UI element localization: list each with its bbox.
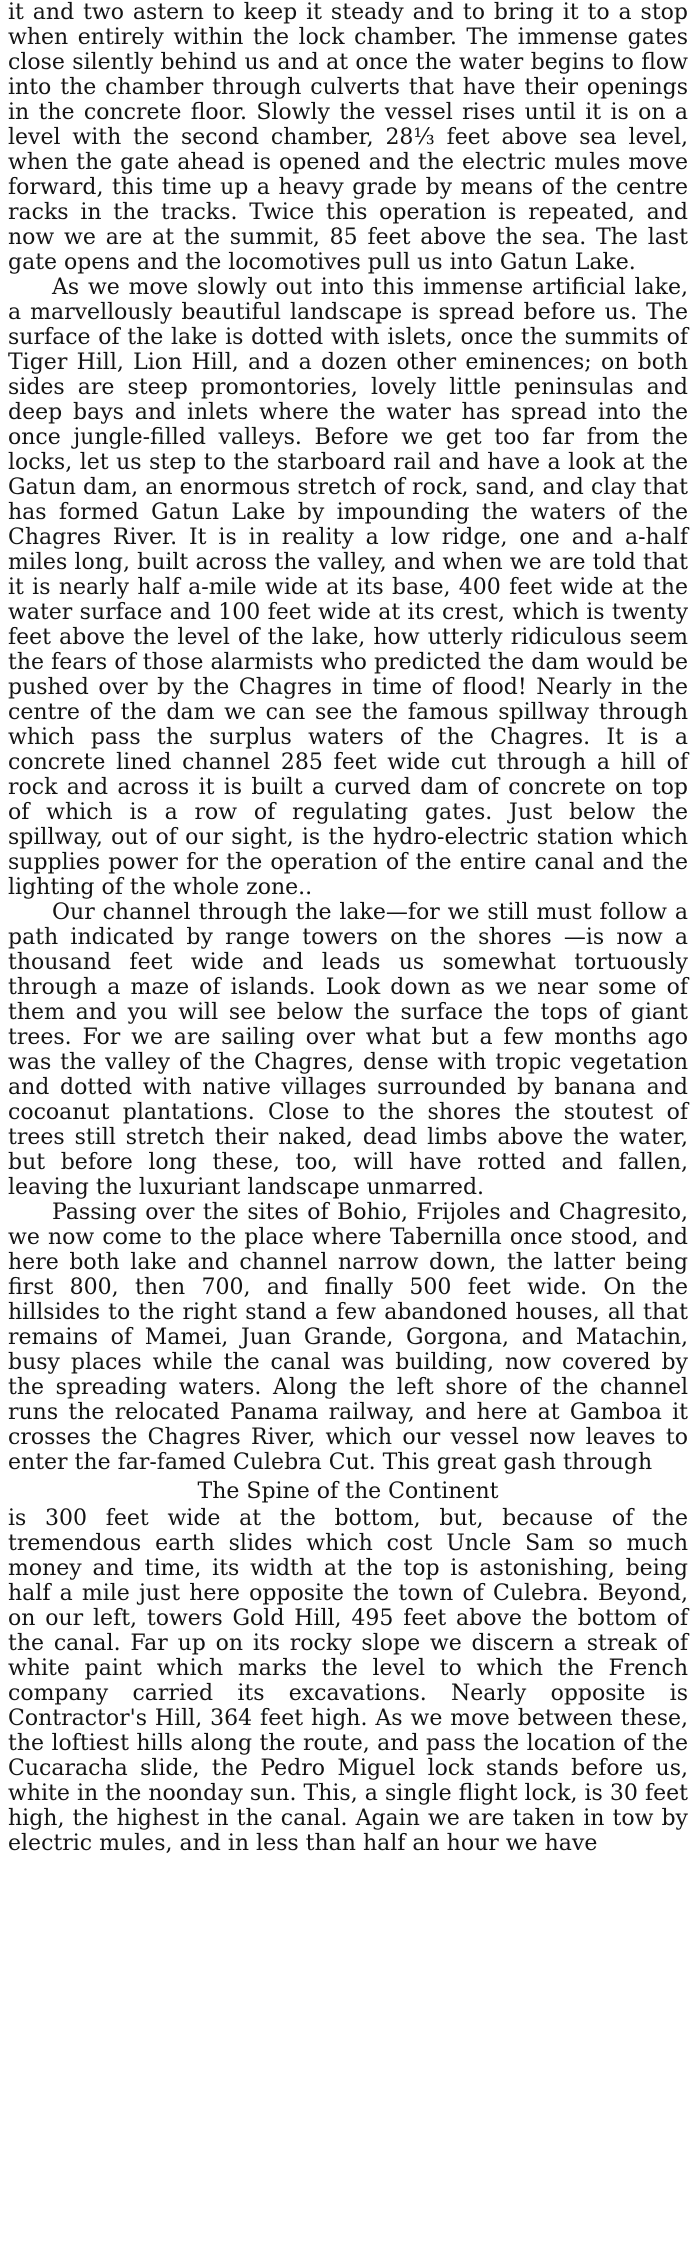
paragraph-culebra-cut: is 300 feet wide at the bottom, but, because of the tremendous earth slides which cost Uncle Sam so much money and time, its width at the top is astonishing, being half a mile just here opposite the town of Culebra. Beyond, on our left, towers Gold Hill, 495 feet above the bottom of the canal. Far up on its rocky slope we discern a streak of white paint which marks the level to which the French company carried its excavations. Nearly opposite is Contractor's Hill, 364 feet high. As we move between these, the loftiest hills along the route, and pass the location of the Cucaracha slide, the Pedro Miguel lock stands before us, white in the noonday sun. This, a single flight lock, is 30 feet high, the highest in the canal. Again we are taken in tow by electric mules, and in less than half an hour we have (8, 1506, 688, 1856)
paragraph-gatun-lake: As we move slowly out into this immense artificial lake, a marvellously beautiful landscape is spread before us. The surface of the lake is dotted with islets, once the summits of Tiger Hill, Lion Hill, and a dozen other eminences; on both sides are steep promontories, lovely little peninsulas and deep bays and inlets where the water has spread into the once jungle-filled valleys. Before we get too far from the locks, let us step to the starboard rail and have a look at the Gatun dam, an enormous stretch of rock, sand, and clay that has formed Gatun Lake by impounding the waters of the Chagres River. It is in reality a low ridge, one and a-half miles long, built across the valley, and when we are told that it is nearly half a-mile wide at its base, 400 feet wide at the water surface and 100 feet wide at its crest, which is twenty feet above the level of the lake, how utterly ridiculous seem the fears of those alarmists who predicted the dam would be pushed over by the Chagres in time of flood! Nearly in the centre of the dam we can see the famous spillway through which pass the surplus waters of the Chagres. It is a concrete lined channel 285 feet wide cut through a hill of rock and across it is built a curved dam of concrete on top of which is a row of regulating gates. Just below the spillway, out of our sight, is the hydro-electric station which supplies power for the operation of the entire canal and the lighting of the whole zone.. (8, 275, 688, 900)
paragraph-tabernilla: Passing over the sites of Bohio, Frijoles and Chagresito, we now come to the place where Tabernilla once stood, and here both lake and channel narrow down, the latter being first 800, then 700, and finally 500 feet wide. On the hillsides to the right stand a few abandoned houses, all that remains of Mamei, Juan Grande, Gorgona, and Matachin, busy places while the canal was building, now covered by the spreading waters. Along the left shore of the channel runs the relocated Panama railway, and here at Gamboa it crosses the Chagres River, which our vessel now leaves to enter the far-famed Culebra Cut. This great gash through (8, 1200, 688, 1475)
paragraph-lake-channel: Our channel through the lake—for we still must follow a path indicated by range towers on the shores —is now a thousand feet wide and leads us somewhat tortuously through a maze of islands. Look down as we near some of them and you will see below the surface the tops of giant trees. For we are sailing over what but a few months ago was the valley of the Chagres, dense with tropic vegetation and dotted with native villages surrounded by banana and cocoanut plantations. Close to the shores the stoutest of trees still stretch their naked, dead limbs above the water, but before long these, too, will have rotted and fallen, leaving the luxuriant landscape unmarred. (8, 900, 688, 1200)
section-heading: The Spine of the Continent (197, 1479, 499, 1504)
paragraph-lock-chamber: it and two astern to keep it steady and to bring it to a stop when entirely within the lock chamber. The immense gates close silently behind us and at once the water begins to flow into the chamber through culverts that have their openings in the concrete floor. Slowly the vessel rises until it is on a level with the second chamber, 28⅓ feet above sea level, when the gate ahead is opened and the electric mules move forward, this time up a heavy grade by means of the centre racks in the tracks. Twice this operation is repeated, and now we are at the summit, 85 feet above the sea. The last gate opens and the locomotives pull us into Gatun Lake. (8, 0, 688, 275)
